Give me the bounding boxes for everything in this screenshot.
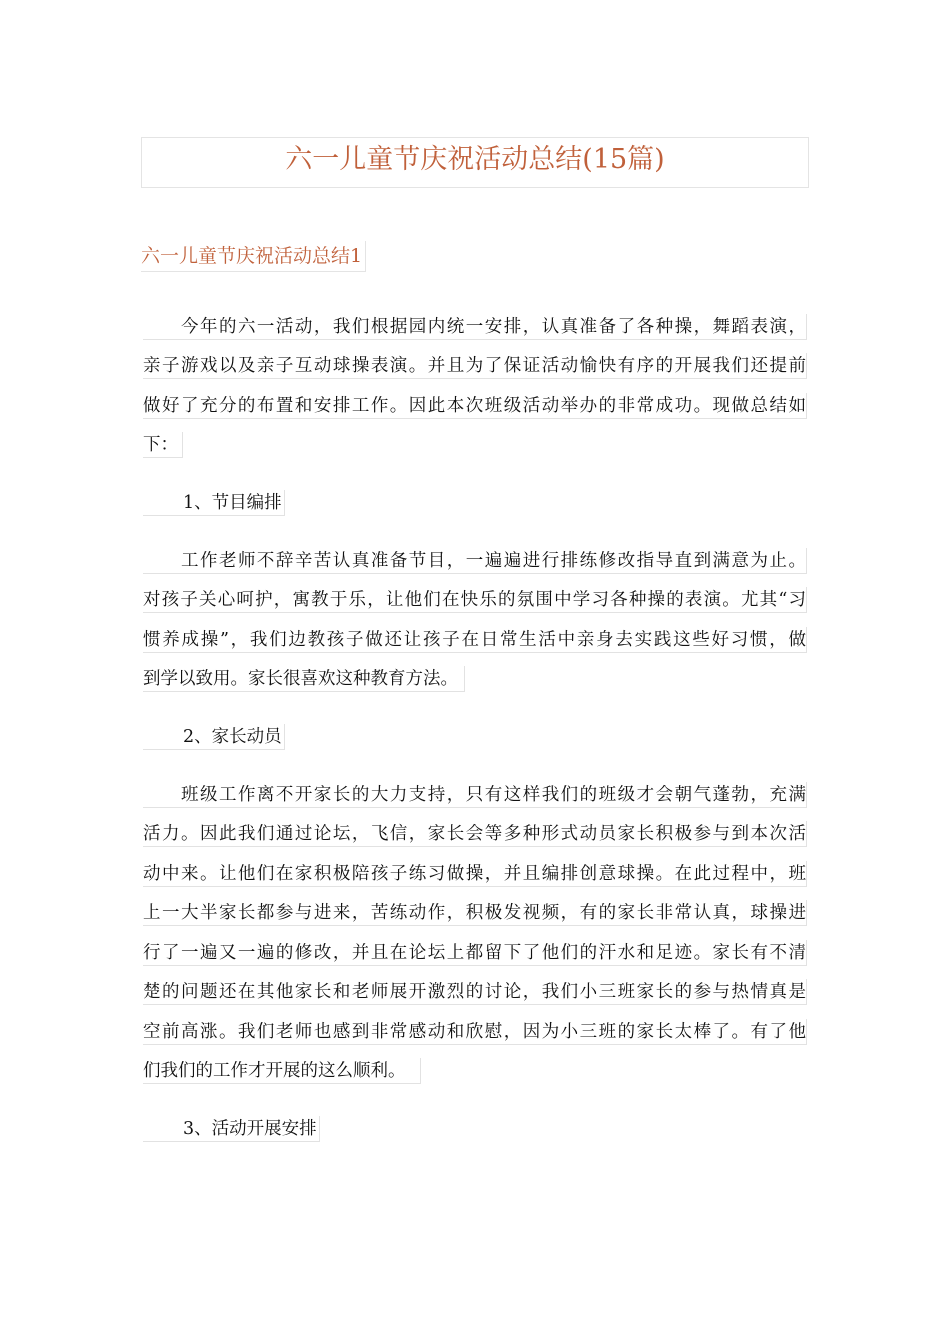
paragraph-line: 行了一遍又一遍的修改，并且在论坛上都留下了他们的汗水和足迹。家长有不清 bbox=[143, 940, 807, 966]
paragraph-line: 做好了充分的布置和安排工作。因此本次班级活动举办的非常成功。现做总结如 bbox=[143, 393, 807, 419]
document-title: 六一儿童节庆祝活动总结(15篇) bbox=[141, 137, 809, 188]
paragraph-line: 们我们的工作才开展的这么顺利。 bbox=[143, 1058, 421, 1084]
paragraph-line: 空前高涨。我们老师也感到非常感动和欣慰，因为小三班的家长太棒了。有了他 bbox=[143, 1019, 807, 1045]
paragraph-line: 动中来。让他们在家积极陪孩子练习做操，并且编排创意球操。在此过程中，班 bbox=[143, 861, 807, 887]
item-heading: 2、家长动员 bbox=[143, 724, 285, 750]
paragraph-line: 对孩子关心呵护，寓教于乐，让他们在快乐的氛围中学习各种操的表演。尤其“习 bbox=[143, 587, 807, 613]
paragraph-line: 下： bbox=[143, 432, 183, 458]
paragraph-line: 活力。因此我们通过论坛，飞信，家长会等多种形式动员家长积极参与到本次活 bbox=[143, 821, 807, 847]
paragraph-line: 工作老师不辞辛苦认真准备节目，一遍遍进行排练修改指导直到满意为止。 bbox=[143, 548, 807, 574]
paragraph-line: 到学以致用。家长很喜欢这种教育方法。 bbox=[143, 666, 465, 692]
section-heading: 六一儿童节庆祝活动总结1 bbox=[141, 241, 366, 272]
paragraph-line: 惯养成操”，我们边教孩子做还让孩子在日常生活中亲身去实践这些好习惯，做 bbox=[143, 627, 807, 653]
paragraph-line: 亲子游戏以及亲子互动球操表演。并且为了保证活动愉快有序的开展我们还提前 bbox=[143, 353, 807, 379]
paragraph-line: 今年的六一活动，我们根据园内统一安排，认真准备了各种操，舞蹈表演， bbox=[143, 314, 807, 340]
item-heading: 1、节目编排 bbox=[143, 490, 285, 516]
paragraph-line: 楚的问题还在其他家长和老师展开激烈的讨论，我们小三班家长的参与热情真是 bbox=[143, 979, 807, 1005]
paragraph-line: 上一大半家长都参与进来，苦练动作，积极发视频，有的家长非常认真，球操进 bbox=[143, 900, 807, 926]
paragraph-line: 班级工作离不开家长的大力支持，只有这样我们的班级才会朝气蓬勃，充满 bbox=[143, 782, 807, 808]
item-heading: 3、活动开展安排 bbox=[143, 1116, 320, 1142]
